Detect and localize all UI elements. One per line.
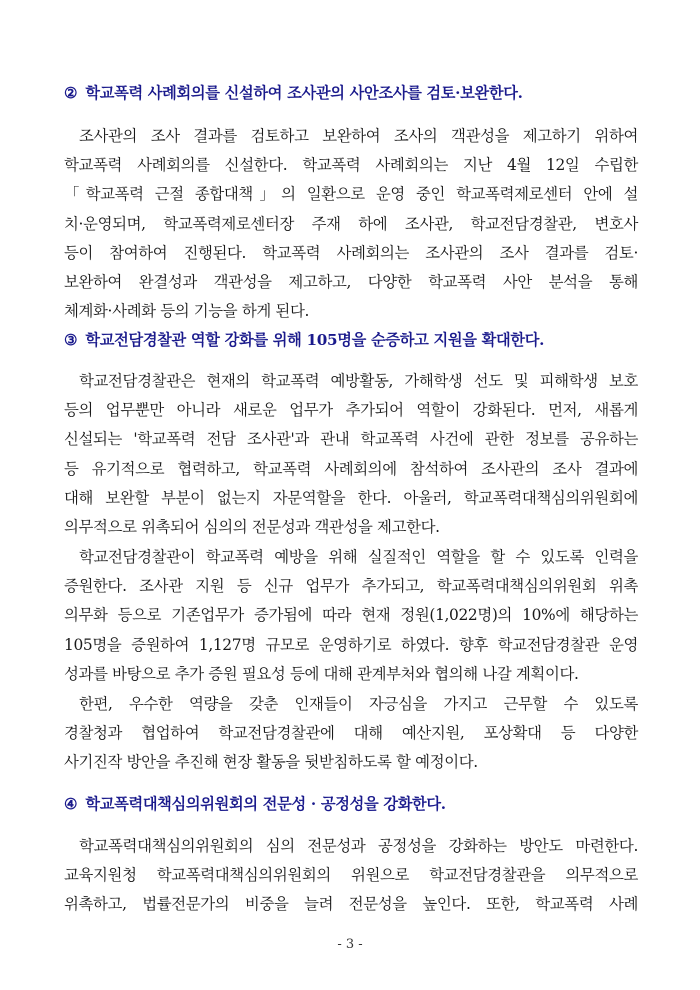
section-3-number: ③ <box>64 331 78 349</box>
text-line: 교육지원청 학교폭력대책심의위원회의 위원으로 학교전담경찰관을 의무적으로 <box>64 866 638 885</box>
text-line: 학교전담경찰관은 현재의 학교폭력 예방활동, 가해학생 선도 및 피해학생 보호 <box>79 372 638 390</box>
section-3-heading <box>64 329 654 350</box>
text-line: 의무화 등으로 기존업무가 증가됨에 따라 현재 정원(1,022명)의 10%에 해당하는 <box>64 606 638 625</box>
text-line: 한편, 우수한 역량을 갖춘 인재들이 자긍심을 가지고 근무할 수 있도록 <box>79 695 638 713</box>
text-line: 체계화·사례화 등의 기능을 하게 된다. <box>64 302 310 321</box>
text-line: 위촉하고, 법률전문가의 비중을 늘려 전문성을 높인다. 또한, 학교폭력 사례 <box>64 895 638 914</box>
section-4-number: ④ <box>64 795 78 813</box>
page-number: - 3 - <box>337 937 363 952</box>
text-line: 치·운영되며, 학교폭력제로센터장 주재 하에 조사관, 학교전담경찰관, 변호사 <box>64 214 638 233</box>
section-3-title: 학교전담경찰관 역할 강화를 위해 105명을 순증하고 지원을 확대한다. <box>85 331 545 349</box>
section-2-paragraph-1 <box>64 122 638 326</box>
text-line: 조사관의 조사 결과를 검토하고 보완하여 조사의 객관성을 제고하기 위하여 <box>79 127 638 145</box>
text-line: 성과를 바탕으로 추가 증원 필요성 등에 대해 관계부처와 협의해 나갈 계획이다. <box>64 664 579 683</box>
text-line: 의무적으로 위촉되어 심의의 전문성과 객관성을 제고한다. <box>64 518 440 537</box>
text-line: 학교폭력 사례회의를 신설한다. 학교폭력 사례회의는 지난 4월 12일 수립한 <box>64 156 638 175</box>
section-2-number: ② <box>64 84 78 102</box>
text-line: 대해 보완할 부분이 없는지 자문역할을 한다. 아울러, 학교폭력대책심의위원회에 <box>64 488 638 507</box>
text-line: 사기진작 방안을 추진해 현장 활동을 뒷받침하도록 할 예정이다. <box>64 753 478 772</box>
section-4-paragraph-1 <box>64 832 638 920</box>
section-3-paragraph-2 <box>64 543 638 689</box>
text-line: 신설되는 '학교폭력 전담 조사관'과 관내 학교폭력 사건에 관한 정보를 공유하는 <box>64 430 638 449</box>
text-line: 등이 참여하여 진행된다. 학교폭력 사례회의는 조사관의 조사 결과를 검토· <box>64 243 638 262</box>
text-line: 「학교폭력 근절 종합대책」의 일환으로 운영 중인 학교폭력제로센터 안에 설 <box>64 185 638 204</box>
section-4-title: 학교폭력대책심의위원회의 전문성 · 공정성을 강화한다. <box>85 795 446 813</box>
section-2-heading <box>64 82 654 103</box>
text-line: 경찰청과 협업하여 학교전담경찰관에 대해 예산지원, 포상확대 등 다양한 <box>64 724 638 743</box>
text-line: 보완하여 완결성과 객관성을 제고하고, 다양한 학교폭력 사안 분석을 통해 <box>64 273 638 292</box>
section-3-paragraph-3 <box>64 690 638 778</box>
section-3-paragraph-1 <box>64 367 638 542</box>
section-2-title: 학교폭력 사례회의를 신설하여 조사관의 사안조사를 검토·보완한다. <box>85 84 523 102</box>
text-line: 105명을 증원하여 1,127명 규모로 운영하기로 하였다. 향후 학교전담경찰관 운영 <box>64 635 638 654</box>
text-line: 학교폭력대책심의위원회의 심의 전문성과 공정성을 강화하는 방안도 마련한다. <box>79 837 638 855</box>
text-line: 등의 업무뿐만 아니라 새로운 업무가 추가되어 역할이 강화된다. 먼저, 새롭게 <box>64 401 638 420</box>
text-line: 증원한다. 조사관 지원 등 신규 업무가 추가되고, 학교폭력대책심의위원회 위촉 <box>64 577 638 596</box>
text-line: 학교전담경찰관이 학교폭력 예방을 위해 실질적인 역할을 할 수 있도록 인력을 <box>79 548 638 566</box>
section-4-heading <box>64 793 654 814</box>
text-line: 등 유기적으로 협력하고, 학교폭력 사례회의에 참석하여 조사관의 조사 결과에 <box>64 459 638 478</box>
